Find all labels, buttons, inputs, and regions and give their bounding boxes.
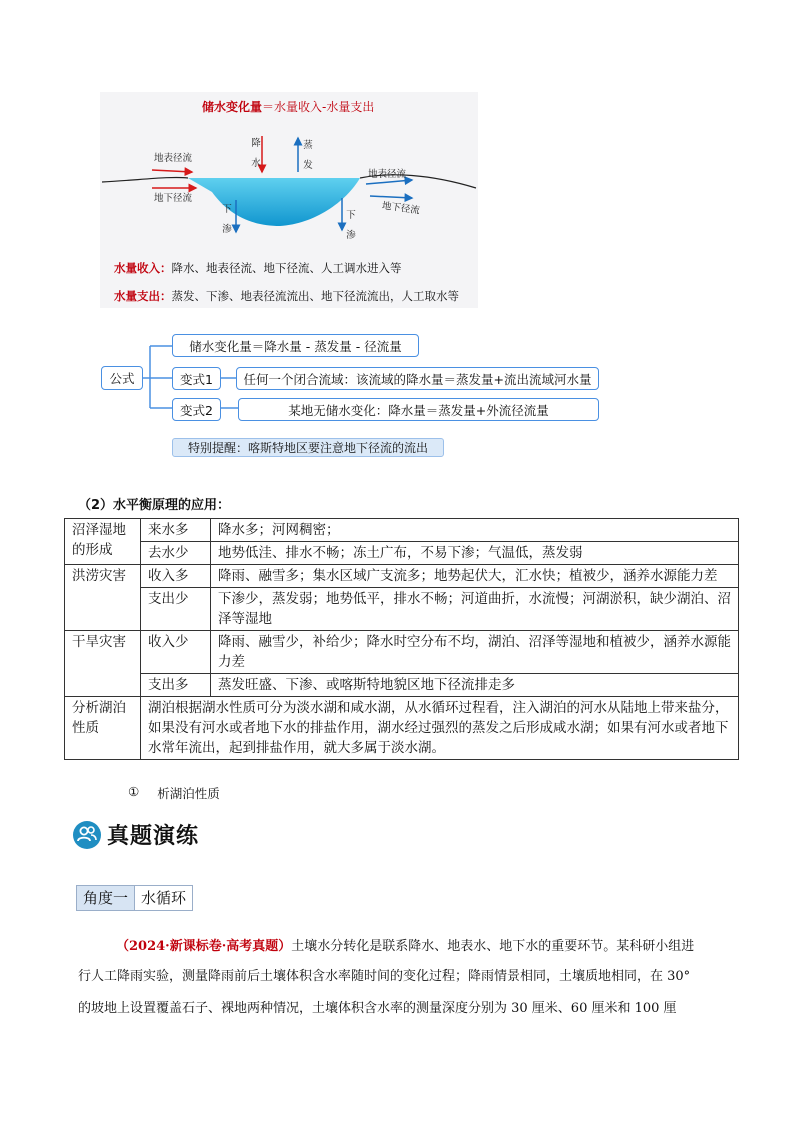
water-balance-table [64,518,739,760]
table-row [65,631,739,674]
table-row [65,674,739,697]
formula-variant2-label: 变式2 [172,398,221,421]
special-tip: 特别提醒：喀斯特地区要注意地下径流的流出 [172,438,444,457]
cell-label: 去水少 [141,542,211,565]
row-head-lake: 分析湖泊性质 [65,697,141,760]
cell-label: 收入多 [141,565,211,588]
label-seepage-right: 下渗 [346,210,356,241]
figure-title: 储水变化量＝水量收入-水量支出 [202,100,375,114]
row-head-wetland: 沼泽湿地的形成 [65,519,141,565]
table-row [65,697,739,760]
table-row [65,519,739,542]
cell-label: 支出多 [141,674,211,697]
people-icon [73,821,101,849]
footnote [128,784,220,802]
angle-tag [76,885,193,911]
cell-label: 收入少 [141,631,211,674]
formula-main: 储水变化量＝降水量 - 蒸发量 - 径流量 [172,334,419,357]
footnote-text: 析湖泊性质 [157,786,220,801]
table-row [65,542,739,565]
formula-variant1-text: 任何一个闭合流域：该流域的降水量＝蒸发量+流出流域河水量 [236,367,599,390]
cell-label: 支出少 [141,588,211,631]
label-ground-outflow: 地下径流 [381,200,421,217]
cell-text: 下渗少，蒸发弱；地势低平，排水不畅；河道曲折，水流慢；河湖淤积，缺少湖泊、沼泽等湿地 [211,588,739,631]
question-source: （2024·新课标卷·高考真题） [116,939,292,954]
cell-label: 来水多 [141,519,211,542]
question-line-1: （2024·新课标卷·高考真题）土壤水分转化是联系降水、地表水、地下水的重要环节。某科研小组进 [116,939,695,954]
label-evaporation: 蒸发 [303,140,313,171]
footnote-number: ① [128,784,140,799]
question-line-2: 行人工降雨实验，测量降雨前后土壤体积含水率随时间的变化过程；降雨情景相同，土壤质地相同，在 30° [78,969,691,984]
label-seepage-left: 下渗 [222,204,232,235]
section-title: 真题演练 [107,824,200,849]
label-surface-inflow: 地表径流 [154,153,193,164]
formula-variant1-label: 变式1 [172,367,221,390]
angle-label: 角度一 [77,886,135,910]
label-surface-outflow: 地表径流 [368,169,407,180]
angle-topic: 水循环 [135,886,192,910]
formula-root: 公式 [101,366,143,390]
cell-text: 湖泊根据湖水性质可分为淡水湖和咸水湖，从水循环过程看，注入湖泊的河水从陆地上带来盐分，如果没有河水或者地下水的排盐作用，湖水经过强烈的蒸发之后形成咸水湖；如果有河水或者地下水常年流出，起到排盐作用，就大多属于淡水湖。 [141,697,739,760]
formula-variant2-text: 某地无储水变化：降水量＝蒸发量+外流径流量 [238,398,599,421]
table-row [65,565,739,588]
cell-text: 蒸发旺盛、下渗、或喀斯特地貌区地下径流排走多 [211,674,739,697]
cell-text: 地势低洼、排水不畅；冻土广布，不易下渗；气温低，蒸发弱 [211,542,739,565]
cell-text: 降水多；河网稠密； [211,519,739,542]
income-line: 水量收入：降水、地表径流、地下径流、人工调水进入等 [114,261,402,275]
row-head-flood: 洪涝灾害 [65,565,141,631]
label-precipitation: 降水 [251,138,261,169]
label-ground-inflow: 地下径流 [154,193,193,204]
question-line-3: 的坡地上设置覆盖石子、裸地两种情况，土壤体积含水率的测量深度分别为 30 厘米、60 厘米和 100 厘 [78,1001,677,1016]
table-row [65,588,739,631]
cell-text: 降雨、融雪少，补给少；降水时空分布不均，湖泊、沼泽等湿地和植被少，涵养水源能力差 [211,631,739,674]
section-heading: （2）水平衡原理的应用： [78,498,231,513]
row-head-drought: 干旱灾害 [65,631,141,697]
cell-text: 降雨、融雪多；集水区域广支流多；地势起伏大，汇水快；植被少，涵养水源能力差 [211,565,739,588]
outcome-line: 水量支出：蒸发、下渗、地表径流流出、地下径流流出，人工取水等 [114,289,459,303]
